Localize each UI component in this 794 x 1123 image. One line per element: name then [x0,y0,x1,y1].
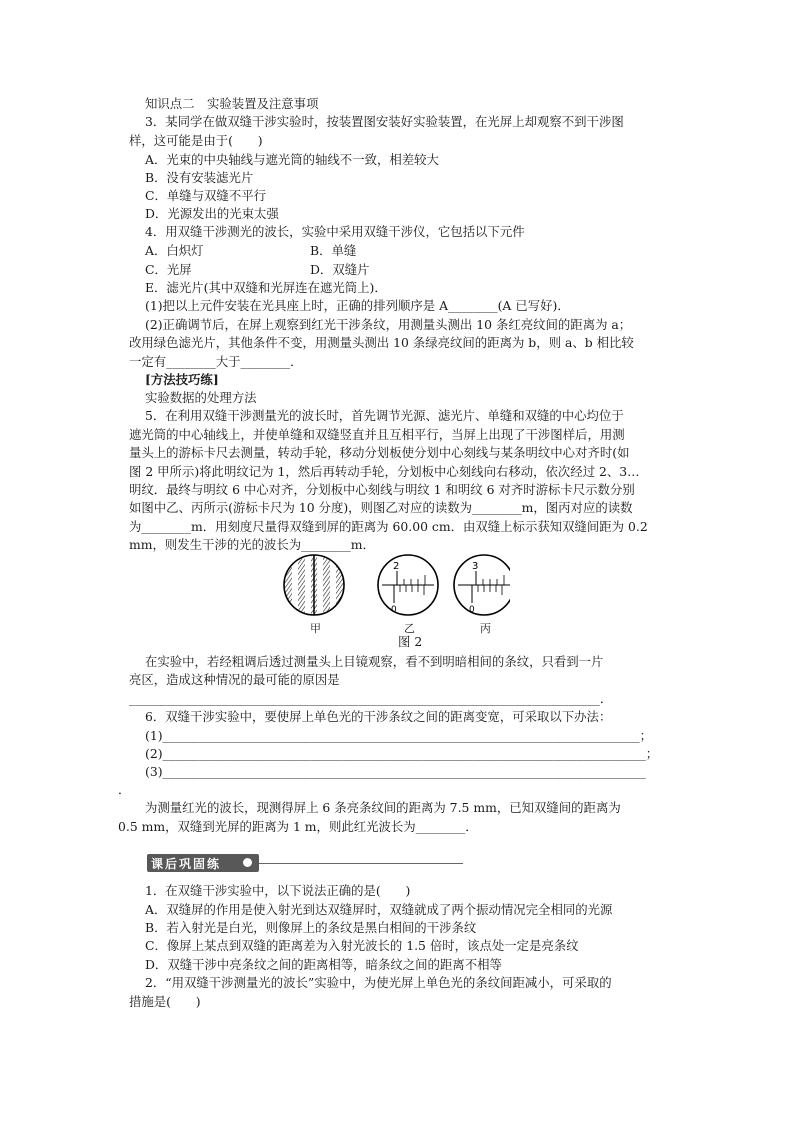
post-question-1-option-b: B．若入射光是白光，则像屏上的条纹是黑白相间的干涉条纹 [145,920,477,935]
post-question-1-option-c: C．像屏上某点到双缝的距离差为入射光波长的 1.5 倍时，该点处一定是亮条纹 [145,938,579,953]
figure-label-yi: 乙 [404,622,415,635]
figure-label-bing: 丙 [480,622,491,635]
yi-main-scale-label: 2 [393,561,400,572]
bing-main-scale-label: 3 [472,561,479,572]
question-4-part-2-line-3: 一定有________大于________． [129,354,303,369]
followup-line-2: 亮区，造成这种情况的最可能的原因是 [129,672,340,687]
method-heading: [方法技巧练] [145,372,219,387]
question-4-stem: 4．用双缝干涉测光的波长，实验中采用双缝干涉仪，它包括以下元件 [145,224,525,239]
question-4-option-e: E．滤光片(其中双缝和光屏连在遮光筒上)． [145,280,387,295]
question-4-option-d: D．双缝片 [310,262,370,277]
question-3-option-a: A．光束的中央轴线与遮光筒的轴线不一致，相差较大 [145,152,439,167]
followup-answer-blank: ____________________________________________________________________________． [129,691,613,706]
figure-2-drawing [278,545,510,620]
question-6-stem: 6．双缝干涉实验中，要使屏上单色光的干涉条纹之间的距离变宽，可采取以下办法： [145,709,612,724]
post-question-2-line-2: 措施是( ) [129,994,201,1009]
yi-vernier-zero-label: 0 [391,605,397,615]
question-3-option-b: B．没有安装滤光片 [145,170,254,185]
question-6-method-1: (1)_____________________________________________________________________________； [145,728,652,743]
post-question-1-option-a: A．双缝屏的作用是使入射光到达双缝屏时，双缝就成了两个振动情况完全相同的光源 [145,902,613,917]
fringe-view-jia [278,545,358,620]
method-subtitle: 实验数据的处理方法 [145,390,257,405]
banner-dot-icon [243,858,252,867]
post-question-1-stem: 1．在双缝干涉实验中，以下说法正确的是( ) [145,883,411,898]
vernier-view-bing [454,555,510,615]
question-4-option-b: B．单缝 [310,243,357,258]
question-5-line-8: mm，则发生干涉的光的波长为________m． [129,537,375,552]
red-light-line-1: 为测量红光的波长，现测得屏上 6 条亮条纹间的距离为 7.5 mm，已知双缝间的距离为 [145,800,621,815]
question-5-line-7: 为________m．用刻度尺量得双缝到屏的距离为 60.00 cm．由双缝上标示获知双缝间距为 0.2 [129,519,648,534]
figure-caption: 图 2 [398,634,423,649]
banner-title: 课后巩固练 [151,857,222,871]
question-6-period: ． [118,782,131,797]
post-question-2-line-1: 2．“用双缝干涉测量光的波长”实验中，为使光屏上单色光的条纹间距减小，可采取的 [145,975,612,990]
post-question-1-option-d: D．双缝干涉中亮条纹之间的距离相等，暗条纹之间的距离不相等 [145,957,502,972]
question-5-line-5: 明纹．最终与明纹 6 中心对齐，分划板中心刻线与明纹 1 和明纹 6 对齐时游标卡尺示数分别 [129,482,635,497]
vernier-view-yi [378,555,438,615]
question-5-line-4: 图 2 甲所示)将此明纹记为 1，然后再转动手轮，分划板中心刻线向右移动，依次经过 2、3… [129,464,640,479]
question-4-option-a: A．白炽灯 [145,243,204,258]
post-class-banner [147,853,463,873]
question-4-part-2-line-2: 改用绿色滤光片，其他条件不变，用测量头测出 10 条绿亮纹间的距离为 b，则 a、b 相比较 [129,335,634,350]
section-title: 知识点二 实验装置及注意事项 [145,96,319,111]
question-3-stem-line-1: 3．某同学在做双缝干涉实验时，按装置图安装好实验装置，在光屏上却观察不到干涉图 [145,114,624,129]
question-5-line-2: 遮光筒的中心轴线上，并使单缝和双缝竖直并且互相平行，当屏上出现了干涉图样后，用测 [129,427,625,442]
bing-vernier-zero-label: 0 [469,605,475,615]
question-5-line-1: 5．在利用双缝干涉测量光的波长时，首先调节光源、滤光片、单缝和双缝的中心均位于 [145,408,624,423]
question-4-part-2-line-1: (2)正确调节后，在屏上观察到红光干涉条纹，用测量头测出 10 条红亮纹间的距离为 a； [145,317,632,332]
question-5-line-6: 如图中乙、丙所示(游标卡尺为 10 分度)，则图乙对应的读数为________m，图丙对应的读数 [129,500,633,515]
red-light-line-2: 0.5 mm，双缝到光屏的距离为 1 m，则此红光波长为________． [118,819,478,834]
question-3-option-d: D．光源发出的光束太强 [145,206,279,221]
banner-rule [259,863,463,864]
question-4-part-1: (1)把以上元件安装在光具座上时，正确的排列顺序是 A________(A 已写好)． [145,298,570,313]
followup-line-1: 在实验中，若经粗调后透过测量头上目镜观察，看不到明暗相间的条纹，只看到一片 [145,654,604,669]
question-6-method-3: (3)______________________________________________________________________________ [145,764,646,779]
question-5-line-3: 量头上的游标卡尺去测量，转动手轮，移动分划板使分划中心刻线与某条明纹中心对齐时(如 [129,445,630,460]
question-3-option-c: C．单缝与双缝不平行 [145,188,266,203]
question-3-stem-line-2: 样，这可能是由于( ) [129,133,263,148]
question-4-option-c: C．光屏 [145,262,192,277]
figure-2 [278,545,510,665]
figure-label-jia: 甲 [310,622,321,635]
question-6-method-2: (2)______________________________________________________________________________； [145,746,659,761]
